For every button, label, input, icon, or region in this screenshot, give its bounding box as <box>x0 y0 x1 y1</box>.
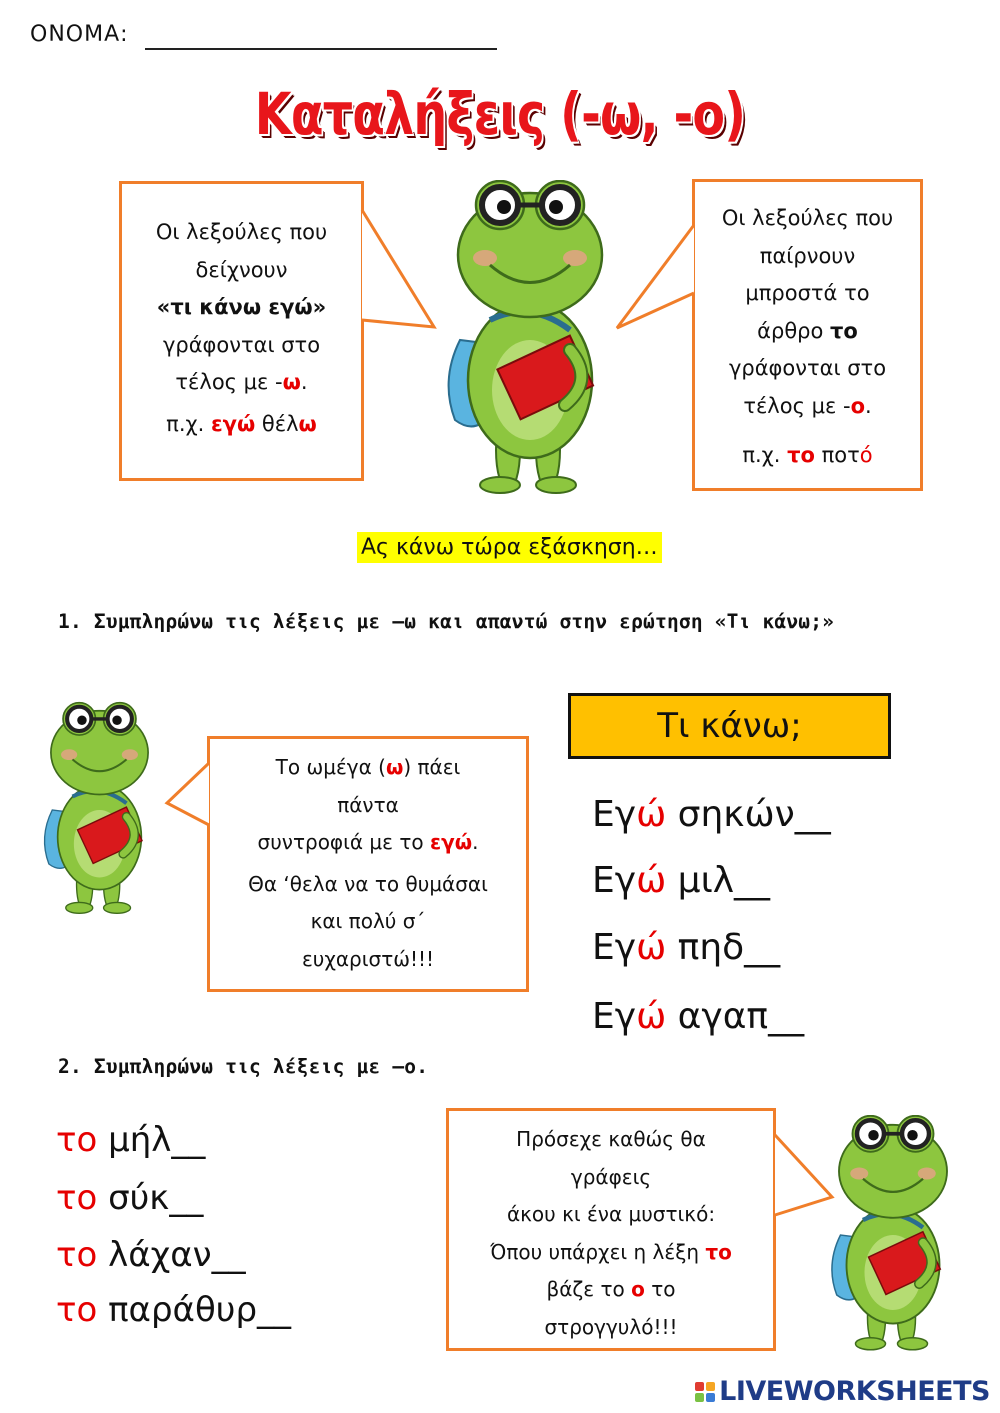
tip-line: στρογγυλό!!! <box>544 1314 678 1339</box>
rule-o-line: παίρνουν <box>759 243 856 268</box>
exercise-o-item[interactable]: το σύκ__ <box>56 1178 204 1218</box>
rule-o-line: γράφονται στο <box>728 356 887 380</box>
exercise-w-item[interactable]: Εγώ μιλ__ <box>592 860 771 901</box>
rule-o-example: π.χ. το ποτό <box>742 443 873 467</box>
rule-w-bubble <box>119 181 364 481</box>
name-input-line[interactable] <box>145 48 497 50</box>
tip-line: βάζε το ο το <box>546 1277 676 1301</box>
bubble-tail <box>362 205 437 335</box>
tip-line: Το ωμέγα (ω) πάει <box>275 755 461 779</box>
exercise-o-item[interactable]: το παράθυρ__ <box>56 1290 292 1330</box>
rule-w-line: Οι λεξούλες που <box>155 220 328 244</box>
exercise-w-item[interactable]: Εγώ πηδ__ <box>592 927 781 968</box>
practice-label: Ας κάνω τώρα εξάσκηση… <box>357 532 662 563</box>
tip-line: και πολύ σ΄ <box>310 909 426 933</box>
name-label: ΟΝΟΜΑ: <box>30 22 129 47</box>
frog-illustration <box>818 1115 968 1355</box>
tip-line: ευχαριστώ!!! <box>301 946 435 971</box>
rule-w-line: δείχνουν <box>195 257 288 282</box>
bubble-tail <box>165 763 210 833</box>
rule-o-line: τέλος με -ο. <box>743 393 872 418</box>
rule-o-line: άρθρο το <box>757 318 858 343</box>
what-do-i-do-box: Τι κάνω; <box>568 693 891 759</box>
rule-o-line: Οι λεξούλες που <box>721 206 894 230</box>
tip-line: Όπου υπάρχει η λέξη το <box>490 1239 732 1264</box>
tip-line: γράφεις <box>570 1164 652 1189</box>
question-1: 1. Συμπληρώνω τις λέξεις με –ω και απαντώ στην ερώτηση «Τι κάνω;» <box>58 610 835 633</box>
logo-mark-icon <box>695 1382 715 1402</box>
tip-line: Πρόσεχε καθώς θα <box>516 1127 706 1151</box>
exercise-o-item[interactable]: το μήλ__ <box>56 1120 206 1160</box>
tip-line: πάντα <box>337 792 399 817</box>
rule-w-line: τέλος με -ω. <box>175 370 308 394</box>
page-title: Καταλήξεις (-ω, -ο) <box>254 80 746 148</box>
frog-illustration <box>430 180 630 500</box>
tip-line: Θα ‘θελα να το θυμάσαι <box>248 871 488 896</box>
rule-o-line: μπροστά το <box>745 281 870 305</box>
frog-illustration <box>32 695 167 925</box>
omega-tip-bubble <box>207 736 529 992</box>
rule-w-line: «τι κάνω εγώ» <box>156 295 327 319</box>
rule-o-bubble <box>692 179 923 491</box>
rule-w-example: π.χ. εγώ θέλω <box>166 411 317 436</box>
omicron-tip-bubble <box>446 1108 776 1351</box>
exercise-w-item[interactable]: Εγώ αγαπ__ <box>592 996 805 1037</box>
rule-w-line: γράφονται στο <box>162 332 321 357</box>
tip-line: άκου κι ένα μυστικό: <box>506 1202 716 1226</box>
brand-name: LIVEWORKSHEETS <box>719 1376 990 1407</box>
exercise-o-item[interactable]: το λάχαν__ <box>56 1235 246 1275</box>
exercise-w-item[interactable]: Εγώ σηκών__ <box>592 794 831 835</box>
tip-line: συντροφιά με το εγώ. <box>257 830 479 854</box>
question-2: 2. Συμπληρώνω τις λέξεις με –ο. <box>58 1055 429 1078</box>
liveworksheets-logo <box>695 1376 990 1407</box>
